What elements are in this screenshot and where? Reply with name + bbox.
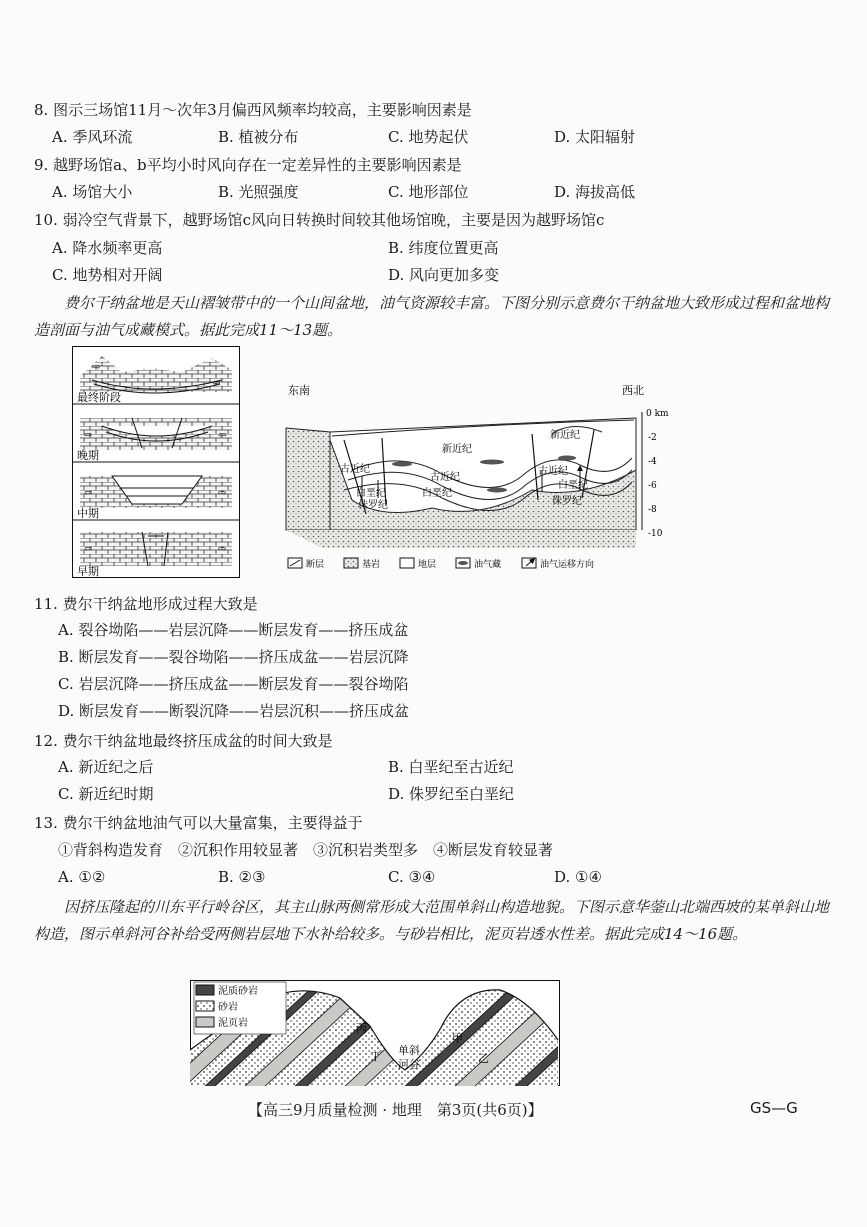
depth-4: -4 [648, 457, 657, 467]
question-9-stem: 9. 越野场馆a、b平均小时风向存在一定差异性的主要影响因素是 [34, 156, 462, 174]
q9-option-d: D. 海拔高低 [554, 183, 636, 201]
q10-option-a: A. 降水频率更高 [52, 239, 163, 257]
q10-option-b: B. 纬度位置更高 [388, 239, 499, 257]
basin-cross-section-figure [282, 380, 722, 578]
q8-option-d: D. 太阳辐射 [554, 128, 636, 146]
label-paleogene-mid: 古近纪 [430, 472, 460, 483]
stage-label-final: 最终阶段 [77, 391, 121, 404]
question-13-stem: 13. 费尔干纳盆地油气可以大量富集，主要得益于 [34, 814, 363, 832]
svg-text:⇨: ⇨ [84, 430, 93, 441]
stage-label-early: 早期 [77, 565, 99, 578]
q10-option-d: D. 风向更加多变 [388, 266, 500, 284]
monocline-legend [194, 982, 286, 1034]
q13-option-a: A. ①② [58, 868, 106, 886]
passage-14-16: 因挤压隆起的川东平行岭谷区，其主山脉两侧常形成大范围单斜山构造地貌。下图示意华蓥山北端西坡的某单斜山地构造，图示单斜河谷补给受两侧岩层地下水补给较多。与砂岩相比，泥页岩透水性差。据此完成14～16题。 [34, 898, 830, 943]
label-paleogene-left: 古近纪 [340, 464, 370, 475]
legend-bedrock: 基岩 [362, 560, 381, 570]
svg-text:⇦: ⇦ [84, 544, 93, 555]
stage-label-late: 晚期 [77, 449, 99, 462]
legend-fault: 断层 [306, 560, 325, 570]
question-10-stem: 10. 弱冷空气背景下，越野场馆c风向日转换时间较其他场馆晚，主要是因为越野场馆c [34, 211, 605, 229]
footer-title: 【高三9月质量检测 · 地理 第3页(共6页)】 [248, 1101, 543, 1119]
label-jurassic-right: 侏罗纪 [552, 496, 582, 507]
q10-option-c: C. 地势相对开阔 [52, 266, 163, 284]
label-jurassic-left: 侏罗纪 [358, 500, 388, 511]
label-cretaceous-right: 白垩纪 [558, 480, 588, 491]
depth-6: -6 [648, 481, 657, 491]
depth-8: -8 [648, 505, 657, 515]
q11-option-d: D. 断层发育——断裂沉降——岩层沉积——挤压成盆 [58, 702, 410, 720]
question-11-stem: 11. 费尔干纳盆地形成过程大致是 [34, 595, 258, 613]
q13-option-d: D. ①④ [554, 868, 602, 886]
q8-option-b: B. 植被分布 [218, 128, 299, 146]
q13-choices: ①背斜构造发育 ②沉积作用较显著 ③沉积岩类型多 ④断层发育较显著 [58, 841, 554, 859]
svg-text:⇨: ⇨ [218, 544, 227, 555]
label-monocline: 单斜 [398, 1044, 420, 1057]
depth-0: 0 km [646, 409, 669, 419]
label-jia: 甲 [452, 1032, 463, 1045]
label-cretaceous-left: 白垩纪 [356, 488, 386, 499]
svg-text:⇨: ⇨ [92, 362, 101, 373]
direction-southeast: 东南 [288, 384, 310, 397]
q9-option-a: A. 场馆大小 [52, 183, 133, 201]
q12-option-b: B. 白垩纪至古近纪 [388, 758, 514, 776]
q9-option-c: C. 地形部位 [388, 183, 469, 201]
label-yi: 乙 [478, 1052, 489, 1065]
label-ding: 丁 [370, 1050, 381, 1063]
q9-option-b: B. 光照强度 [218, 183, 299, 201]
label-neogene-right: 新近纪 [550, 430, 580, 441]
section-legend [288, 558, 594, 570]
q11-option-c: C. 岩层沉降——挤压成盆——断层发育——裂谷坳陷 [58, 675, 409, 693]
q12-option-d: D. 侏罗纪至白垩纪 [388, 785, 515, 803]
legend-sandstone: 砂岩 [218, 1002, 238, 1013]
q11-option-b: B. 断层发育——裂谷坳陷——挤压成盆——岩层沉降 [58, 648, 409, 666]
monocline-figure [190, 980, 560, 1086]
q13-option-c: C. ③④ [388, 868, 436, 886]
q12-option-a: A. 新近纪之后 [58, 758, 154, 776]
legend-oil-gas: 油气藏 [474, 560, 502, 570]
svg-text:⇦: ⇦ [212, 378, 221, 389]
question-12-stem: 12. 费尔干纳盆地最终挤压成盆的时间大致是 [34, 732, 333, 750]
legend-shale: 泥页岩 [218, 1018, 248, 1029]
legend-strata: 地层 [418, 560, 437, 570]
stage-label-middle: 中期 [77, 507, 99, 520]
label-cretaceous-mid: 白垩纪 [422, 488, 452, 499]
depth-10: -10 [648, 529, 663, 539]
footer-code: GS—G [750, 1099, 798, 1117]
passage-11-13: 费尔干纳盆地是天山褶皱带中的一个山间盆地，油气资源较丰富。下图分别示意费尔干纳盆地大致形成过程和盆地构造剖面与油气成藏模式。据此完成11～13题。 [34, 294, 830, 339]
svg-text:⇦: ⇦ [84, 488, 93, 499]
q11-option-a: A. 裂谷坳陷——岩层沉降——断层发育——挤压成盆 [58, 621, 409, 639]
label-paleogene-right: 古近纪 [538, 466, 568, 477]
label-neogene-main: 新近纪 [442, 444, 472, 455]
question-8-stem: 8. 图示三场馆11月～次年3月偏西风频率均较高，主要影响因素是 [34, 101, 472, 119]
legend-muddy-sandstone: 泥质砂岩 [218, 986, 258, 997]
q8-option-c: C. 地势起伏 [388, 128, 469, 146]
q12-option-c: C. 新近纪时期 [58, 785, 154, 803]
basin-formation-stages-figure [72, 346, 240, 578]
legend-migration: 油气运移方向 [540, 560, 595, 570]
svg-text:⇦: ⇦ [218, 430, 227, 441]
q8-option-a: A. 季风环流 [52, 128, 133, 146]
svg-text:⇨: ⇨ [218, 488, 227, 499]
direction-northwest: 西北 [622, 384, 644, 397]
q13-option-b: B. ②③ [218, 868, 266, 886]
label-bing: 丙 [356, 1022, 367, 1035]
depth-2: -2 [648, 433, 657, 443]
label-valley: 河谷 [398, 1058, 420, 1071]
